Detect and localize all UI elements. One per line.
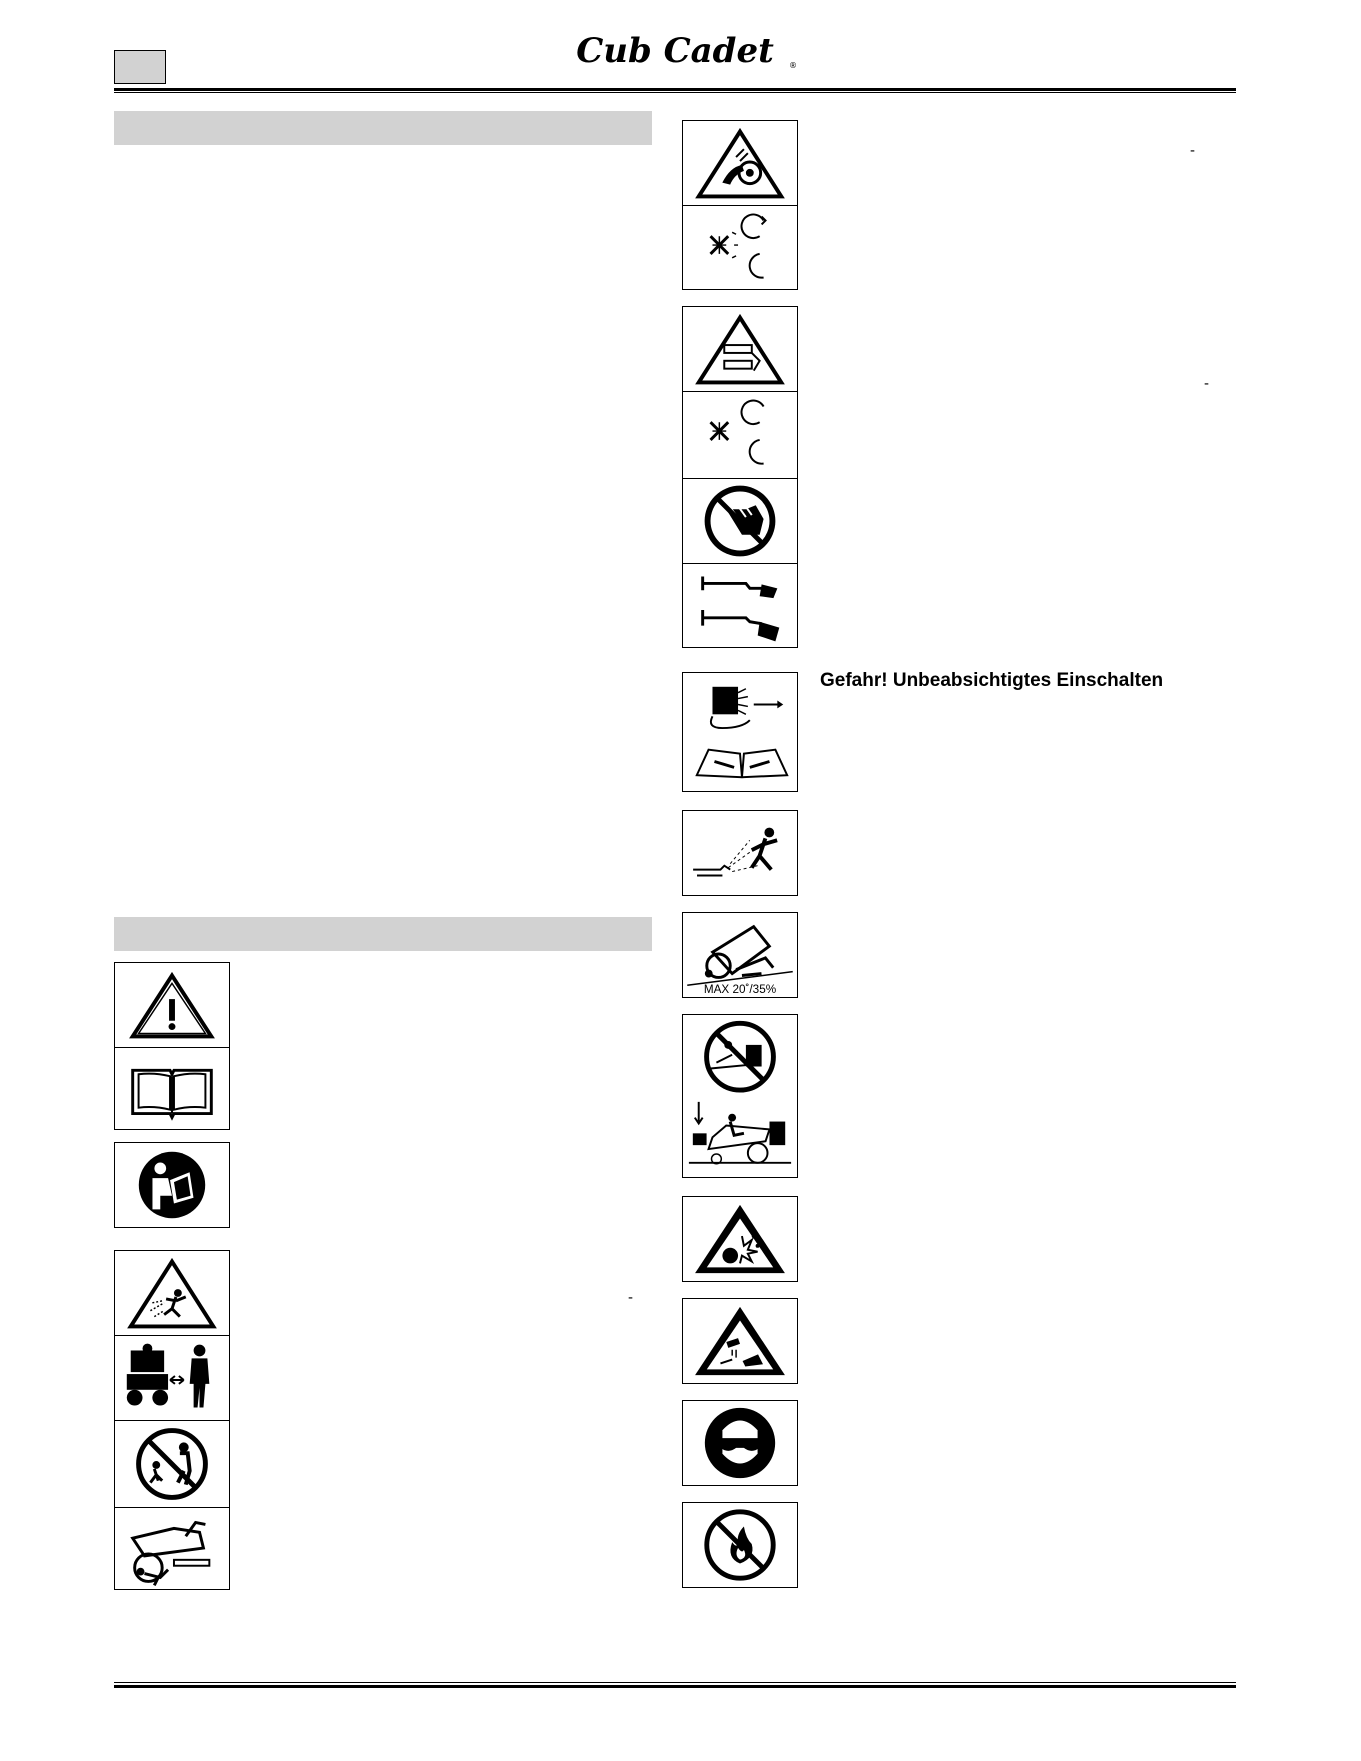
pedal-operation-icon xyxy=(683,563,797,650)
backover-icon xyxy=(115,1507,229,1592)
dash-marker: - xyxy=(1204,375,1209,392)
general-warning-icon xyxy=(115,963,229,1047)
entanglement-warning-icon xyxy=(683,121,797,205)
explosion-warning-icon xyxy=(682,1196,798,1282)
rotating-parts-icon xyxy=(683,391,797,478)
keep-distance-icon xyxy=(115,1335,229,1420)
read-manual-icon xyxy=(115,1047,229,1131)
dash-marker: - xyxy=(1190,142,1195,159)
no-children-icon xyxy=(115,1420,229,1507)
icon-group-crush xyxy=(682,306,798,648)
header-rule xyxy=(114,88,1236,91)
no-passenger-icon xyxy=(682,1014,798,1178)
inadvertent-start-heading: Gefahr! Unbeabsichtigtes Einschalten xyxy=(820,670,1164,691)
corrosive-warning-icon xyxy=(682,1298,798,1384)
disconnect-spark-plug-icon xyxy=(682,672,798,792)
footer-rule xyxy=(114,1685,1236,1688)
section-bar-2 xyxy=(114,917,652,951)
no-open-flame-icon xyxy=(682,1502,798,1588)
svg-text:MAX 20˚/35%: MAX 20˚/35% xyxy=(703,983,777,997)
svg-text:®: ® xyxy=(789,61,797,70)
eye-protection-icon xyxy=(682,1400,798,1486)
slope-rollover-icon xyxy=(682,912,798,998)
crush-warning-icon xyxy=(683,307,797,391)
header-rule-thin xyxy=(114,92,1236,93)
dash-marker: - xyxy=(628,1289,633,1306)
svg-text:Cub Cadet: Cub Cadet xyxy=(576,31,774,71)
consult-manual-icon xyxy=(114,1142,230,1228)
icon-group-warning-manual xyxy=(114,962,230,1130)
footer-rule-thin xyxy=(114,1682,1236,1683)
language-box xyxy=(114,50,166,84)
no-hands-icon xyxy=(683,478,797,563)
rotating-parts-icon xyxy=(683,205,797,291)
section-bar-1 xyxy=(114,111,652,145)
cub-cadet-logo xyxy=(555,28,795,72)
thrown-objects-icon xyxy=(682,810,798,896)
icon-group-entanglement xyxy=(682,120,798,290)
icon-group-thrown-objects xyxy=(114,1250,230,1590)
thrown-objects-warning-icon xyxy=(115,1251,229,1335)
